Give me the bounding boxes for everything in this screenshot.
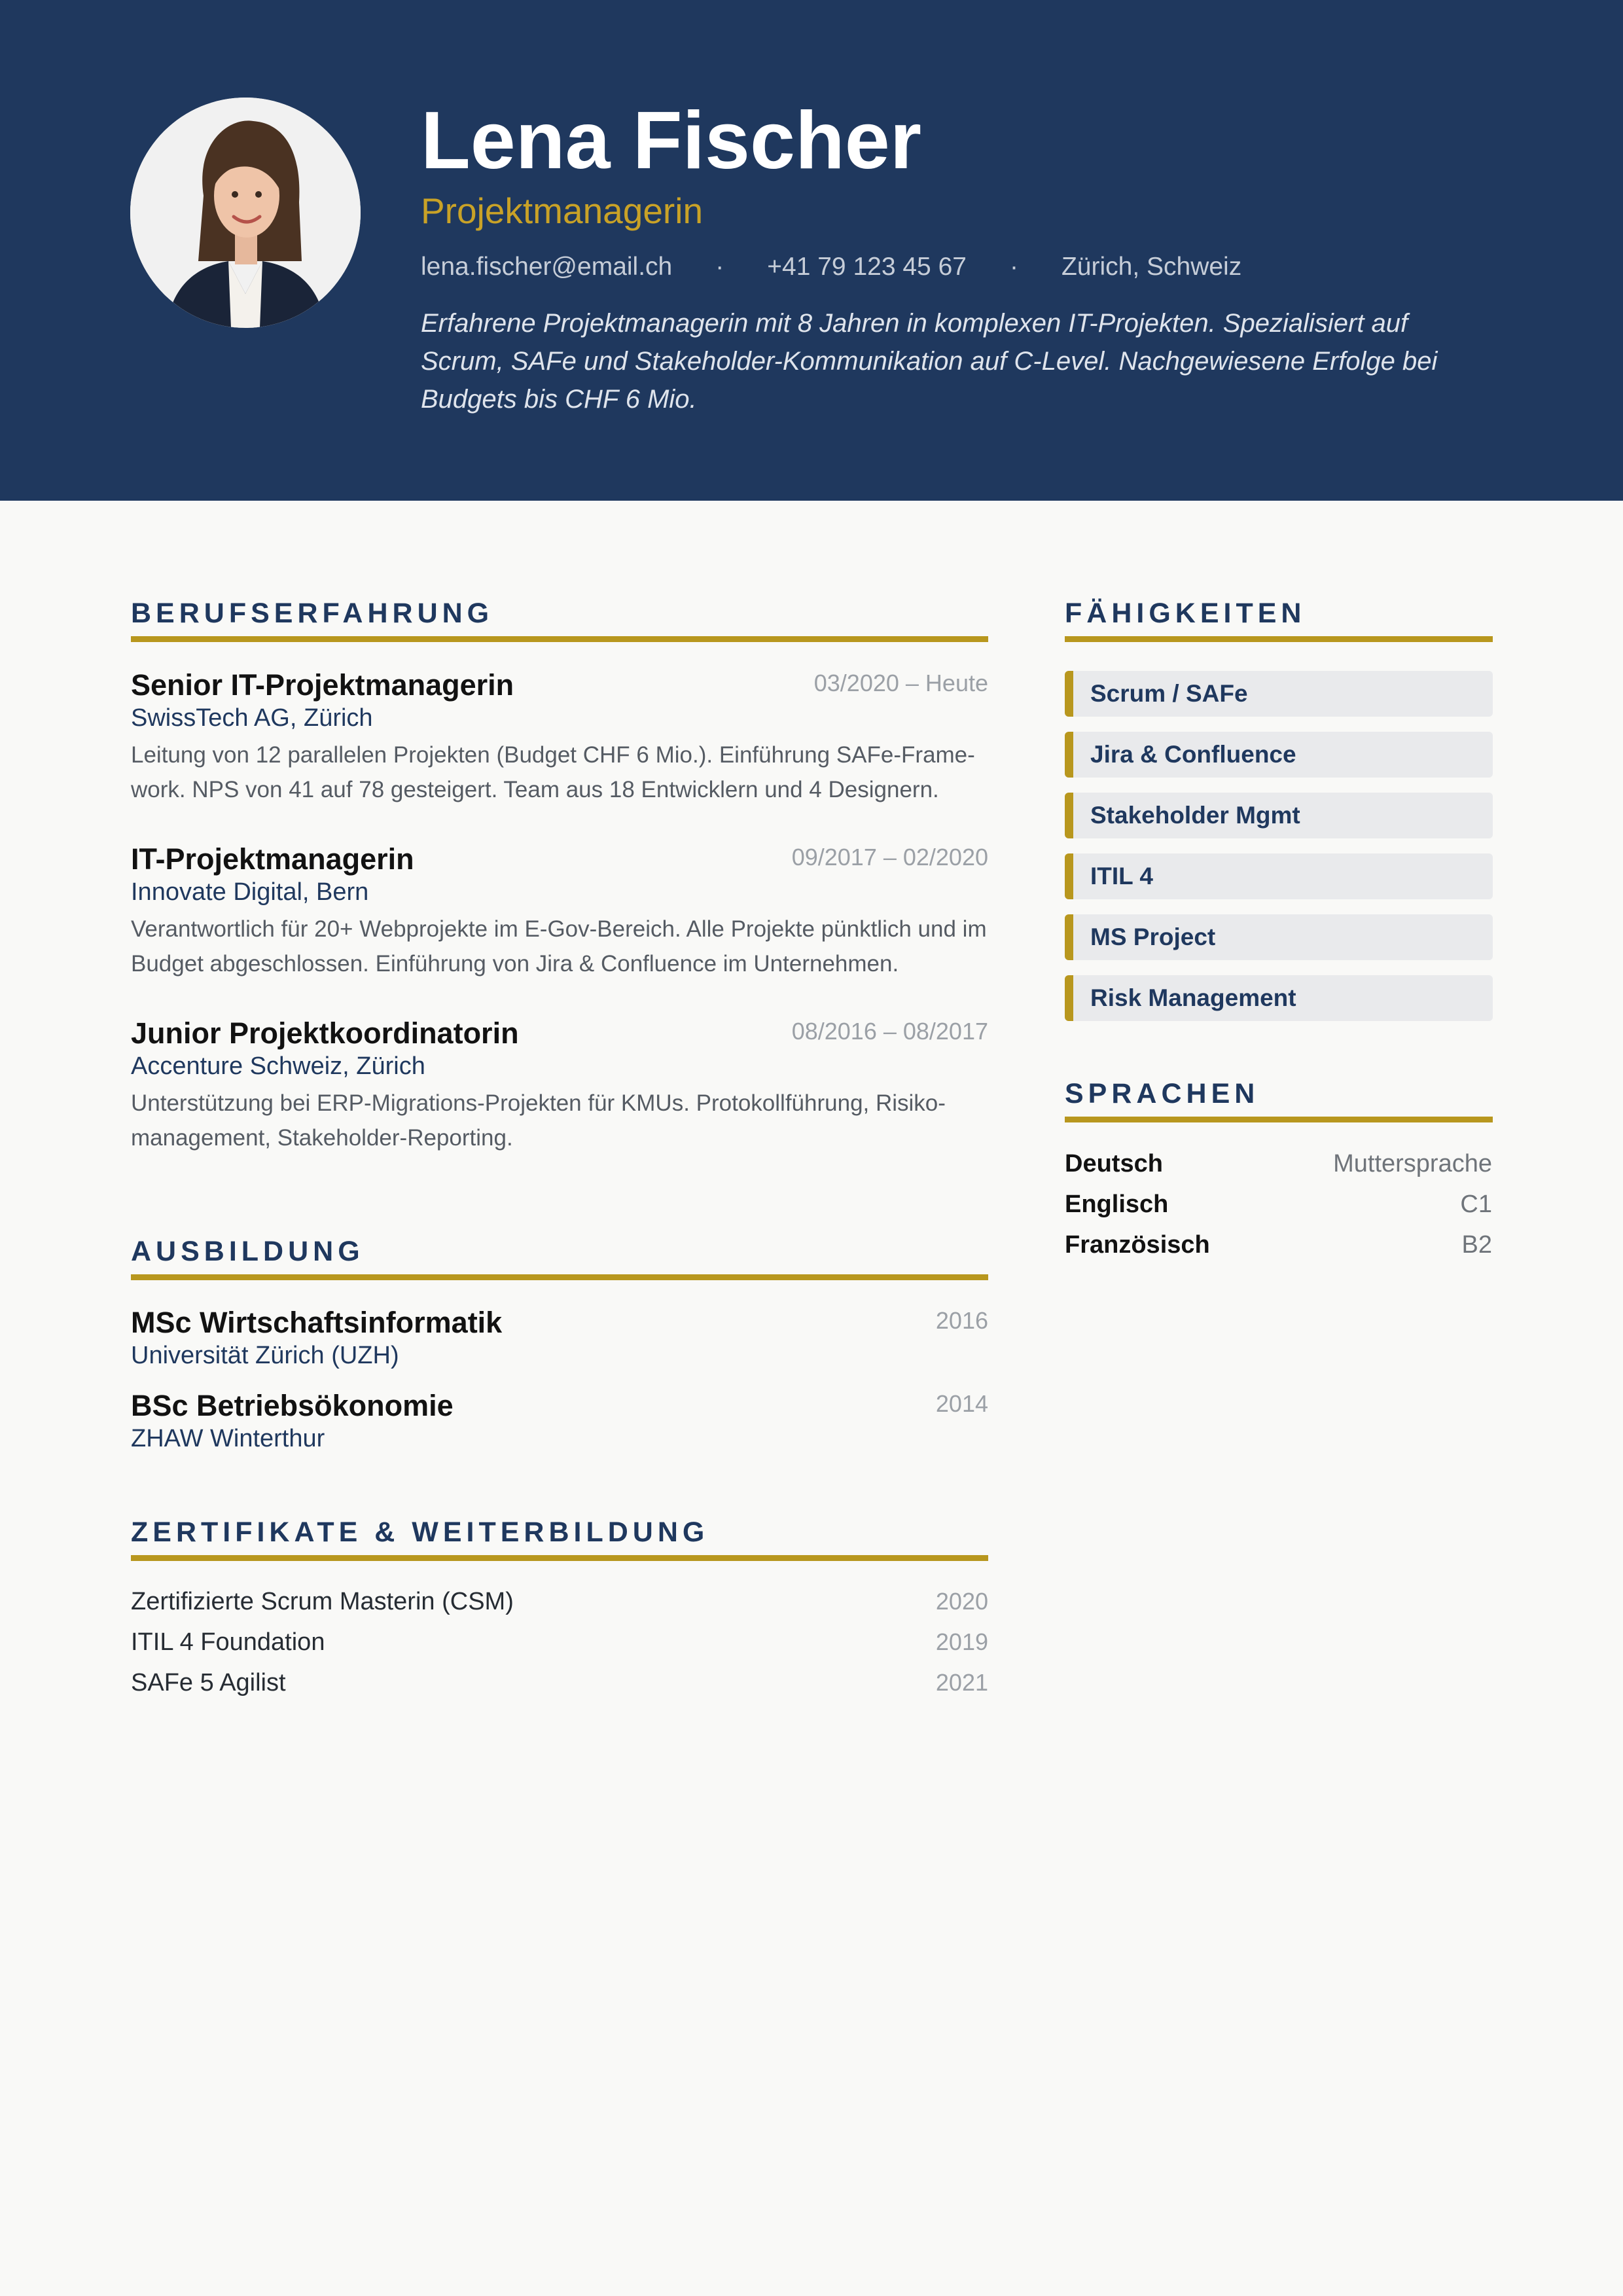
certificate-year: 2020 (935, 1588, 988, 1615)
language-level: C1 (1460, 1191, 1492, 1218)
portrait-image (130, 98, 361, 328)
certificate-name: SAFe 5 Agilist (131, 1669, 286, 1696)
language-name: Französisch (1065, 1231, 1210, 1259)
education-heading: AUSBILDUNG (131, 1236, 365, 1267)
certificate-name: Zertifizierte Scrum Masterin (CSM) (131, 1588, 514, 1615)
profile-photo (130, 98, 361, 328)
job-dates: 08/2016 – 08/2017 (791, 1018, 988, 1045)
job-description: Unterstützung bei ERP-Migrations-Projekten für KMUs. Protokollführung, Risiko-management, Stakeholder-Reporting. (131, 1090, 946, 1151)
contact-line (421, 251, 1241, 283)
profile-summary: Erfahrene Projektmanagerin mit 8 Jahren in komplexen IT-Projekten. Spezialisiert auf Scrum, SAFe und Stakeholder-Kommunikation auf C-Level. Nachgewiesene Erfolge bei Budgets bis CHF 6 Mio. (421, 309, 1438, 414)
experience-heading: BERUFSERFAHRUNG (131, 598, 494, 629)
job-title: Senior IT-Projektmanagerin (131, 668, 514, 702)
job-company: SwissTech AG, Zürich (131, 704, 373, 732)
languages-divider (1065, 1117, 1493, 1122)
skill-tag (1065, 853, 1493, 899)
job-company: Innovate Digital, Bern (131, 878, 369, 906)
location-text: Zürich, Schweiz (1061, 253, 1242, 281)
job-dates: 03/2020 – Heute (813, 670, 988, 696)
school-name: Universität Zürich (UZH) (131, 1342, 399, 1369)
skills-heading: FÄHIGKEITEN (1065, 598, 1306, 629)
degree-year: 2014 (935, 1390, 988, 1417)
skill-tag (1065, 975, 1493, 1021)
job-title: IT-Projektmanagerin (131, 842, 414, 876)
language-level: Muttersprache (1333, 1150, 1492, 1177)
job-dates: 09/2017 – 02/2020 (791, 844, 988, 870)
school-name: ZHAW Winterthur (131, 1425, 325, 1452)
certificates-divider (131, 1555, 988, 1561)
language-name: Deutsch (1065, 1150, 1163, 1177)
skill-label: Scrum / SAFe (1090, 680, 1248, 707)
language-name: Englisch (1065, 1191, 1169, 1218)
skills-divider (1065, 636, 1493, 642)
certificate-year: 2021 (935, 1669, 988, 1696)
job-role: Projektmanagerin (421, 190, 704, 231)
skill-label: Risk Management (1090, 984, 1296, 1011)
skill-label: Stakeholder Mgmt (1090, 802, 1300, 829)
degree-year: 2016 (935, 1307, 988, 1334)
experience-divider (131, 636, 988, 642)
job-description: Verantwortlich für 20+ Webprojekte im E-Gov-Bereich. Alle Projekte pünktlich und im Budget abgeschlossen. Einführung von Jira & Confluence im Unternehmen. (131, 916, 987, 977)
skill-tag (1065, 671, 1493, 717)
person-name: Lena Fischer (421, 96, 921, 186)
skill-tag (1065, 732, 1493, 778)
job-description: Leitung von 12 parallelen Projekten (Budget CHF 6 Mio.). Einführung SAFe-Frame-work. NPS von 41 auf 78 gesteigert. Team aus 18 Entwicklern und 4 Designern. (131, 742, 975, 802)
skill-label: Jira & Confluence (1090, 741, 1296, 768)
email-text: lena.fischer@email.ch (421, 253, 673, 281)
skill-label: ITIL 4 (1090, 863, 1153, 889)
phone-text: +41 79 123 45 67 (767, 253, 967, 281)
separator-dot: · (715, 253, 724, 281)
skill-tag (1065, 793, 1493, 838)
degree-title: BSc Betriebsökonomie (131, 1389, 454, 1422)
education-divider (131, 1274, 988, 1280)
job-company: Accenture Schweiz, Zürich (131, 1052, 425, 1080)
certificates-heading: ZERTIFIKATE & WEITERBILDUNG (131, 1516, 709, 1548)
degree-title: MSc Wirtschaftsinformatik (131, 1306, 503, 1339)
separator-dot: · (1009, 253, 1018, 281)
certificate-name: ITIL 4 Foundation (131, 1628, 325, 1656)
skill-tag (1065, 914, 1493, 960)
header-banner (0, 0, 1623, 501)
job-title: Junior Projektkoordinatorin (131, 1016, 519, 1050)
certificate-year: 2019 (935, 1628, 988, 1655)
skill-label: MS Project (1090, 924, 1216, 950)
language-level: B2 (1461, 1231, 1492, 1259)
languages-heading: SPRACHEN (1065, 1078, 1260, 1109)
